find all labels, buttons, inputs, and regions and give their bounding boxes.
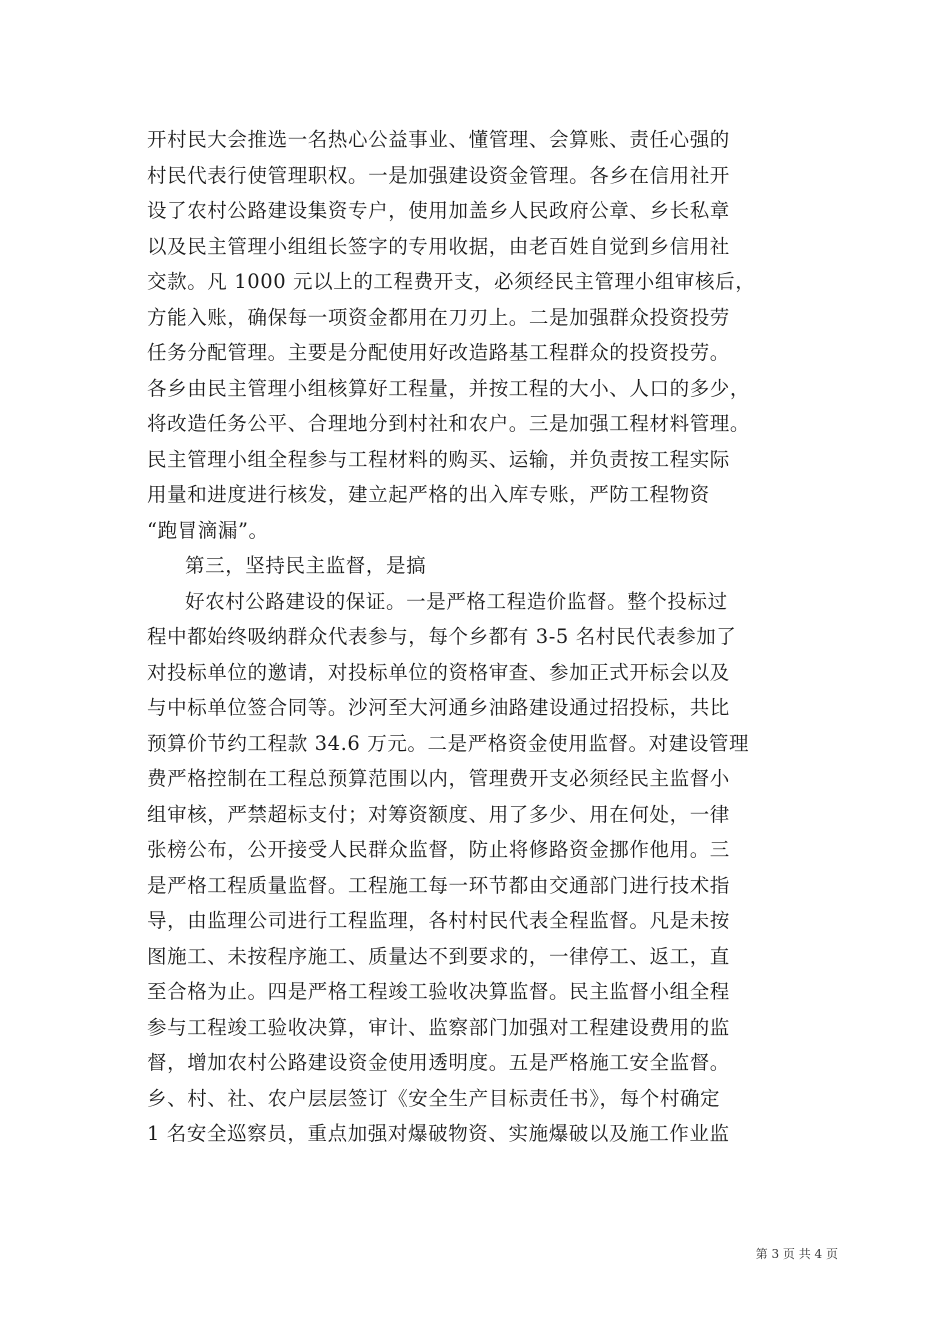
text-line: 程中都始终吸纳群众代表参与，每个乡都有 3-5 名村民代表参加了 [147, 625, 737, 648]
text-line: 至合格为止。四是严格工程竣工验收决算监督。民主监督小组全程 [147, 980, 730, 1003]
text-line: 与中标单位签合同等。沙河至大河通乡油路建设通过招投标，共比 [147, 696, 730, 719]
text-line: 将改造任务公平、合理地分到村社和农户。三是加强工程材料管理。 [147, 412, 751, 435]
text-line: 交款。凡 1000 元以上的工程费开支，必须经民主管理小组审核后， [147, 270, 756, 293]
text-line: 方能入账，确保每一项资金都用在刀刃上。二是加强群众投资投劳 [147, 305, 730, 329]
text-line: 设了农村公路建设集资专户，使用加盖乡人民政府公章、乡长私章 [147, 199, 730, 222]
text-line: 导，由监理公司进行工程监理，各村村民代表全程监督。凡是未按 [147, 909, 730, 932]
text-line: 组审核，严禁超标支付；对筹资额度、用了多少、用在何处，一律 [147, 802, 730, 826]
text-line: 村民代表行使管理职权。一是加强建设资金管理。各乡在信用社开 [147, 163, 730, 187]
text-line: 民主管理小组全程参与工程材料的购买、运输，并负责按工程实际 [147, 447, 730, 471]
paragraph-start-line: 好农村公路建设的保证。一是严格工程造价监督。整个投标过 [185, 589, 728, 613]
page-number-footer: 第 3 页 共 4 页 [755, 1247, 838, 1261]
text-line: 参与工程竣工验收决算，审计、监察部门加强对工程建设费用的监 [147, 1015, 730, 1039]
text-line: 开村民大会推选一名热心公益事业、懂管理、会算账、责任心强的 [147, 128, 730, 151]
text-line: 督，增加农村公路建设资金使用透明度。五是严格施工安全监督。 [147, 1051, 730, 1074]
text-line: 任务分配管理。主要是分配使用好改造路基工程群众的投资投劳。 [147, 341, 730, 364]
text-line: 费严格控制在工程总预算范围以内，管理费开支必须经民主监督小 [147, 767, 730, 790]
section-heading-line: 第三，坚持民主监督，是搞 [185, 554, 427, 577]
text-line: 图施工、未按程序施工、质量达不到要求的，一律停工、返工，直 [147, 944, 730, 968]
text-line: 对投标单位的邀请，对投标单位的资格审查、参加正式开标会以及 [147, 660, 730, 684]
text-line: 以及民主管理小组组长签字的专用收据，由老百姓自觉到乡信用社 [147, 234, 730, 258]
text-line: “跑冒滴漏”。 [147, 518, 269, 542]
text-line: 预算价节约工程款 34.6 万元。二是严格资金使用监督。对建设管理 [147, 731, 750, 755]
text-line: 用量和进度进行核发，建立起严格的出入库专账，严防工程物资 [147, 483, 710, 506]
text-line: 乡、村、社、农户层层签订《安全生产目标责任书》，每个村确定 [147, 1086, 721, 1110]
text-line: 是严格工程质量监督。工程施工每一环节都由交通部门进行技术指 [147, 873, 730, 897]
text-line: 张榜公布，公开接受人民群众监督，防止将修路资金挪作他用。三 [147, 838, 730, 861]
text-line: 各乡由民主管理小组核算好工程量，并按工程的大小、人口的多少， [147, 376, 751, 400]
text-line: 1 名安全巡察员，重点加强对爆破物资、实施爆破以及施工作业监 [147, 1122, 730, 1145]
body-text [147, 122, 837, 1152]
